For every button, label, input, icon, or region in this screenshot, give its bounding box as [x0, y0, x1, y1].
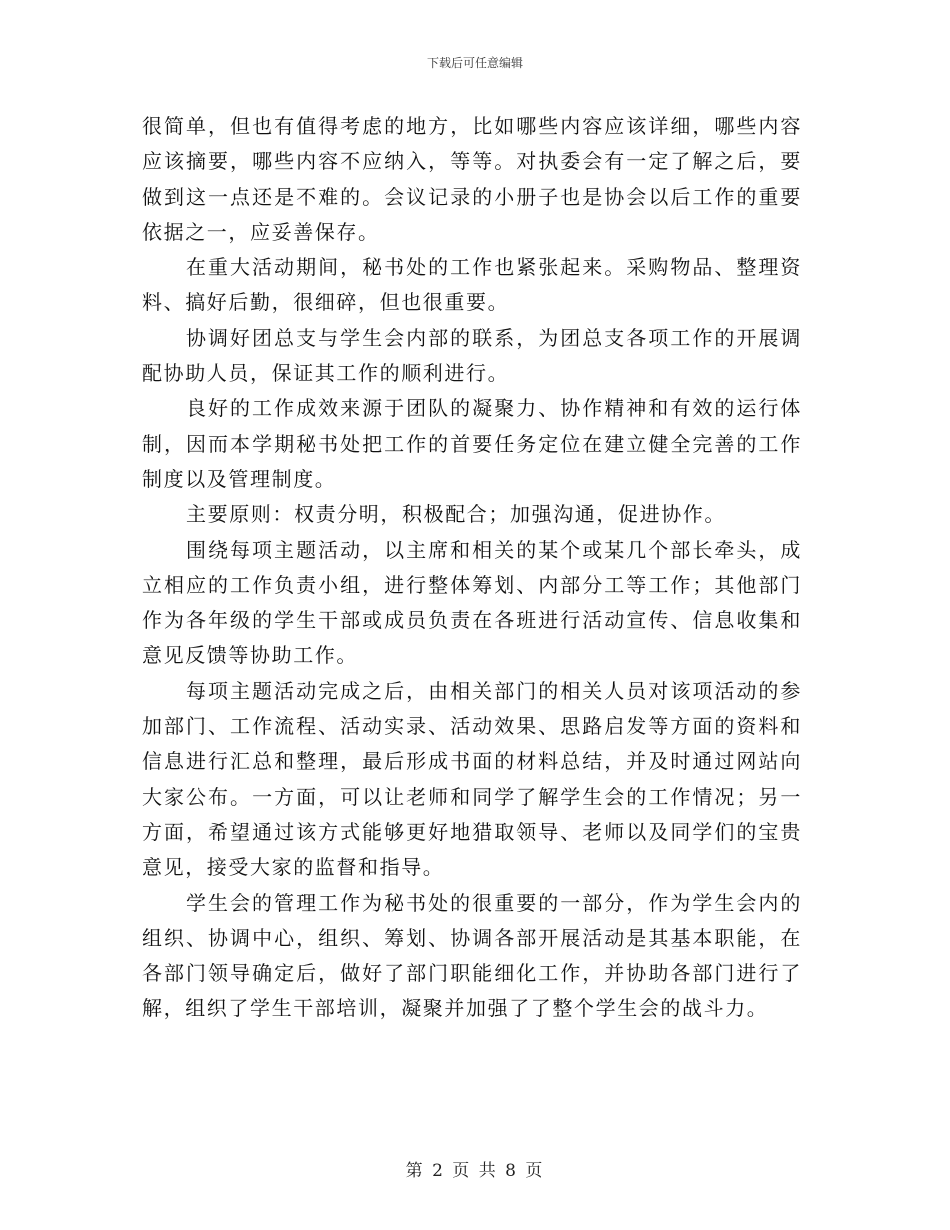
- paragraph: 学生会的管理工作为秘书处的很重要的一部分，作为学生会内的组织、协调中心，组织、筹划、协调各部开展活动是其基本职能，在各部门领导确定后，做好了部门职能细化工作，并协助各部门进行了解，组织了学生干部培训，凝聚并加强了了整个学生会的战斗力。: [142, 890, 802, 1021]
- paragraph: 协调好团总支与学生会内部的联系，为团总支各项工作的开展调配协助人员，保证其工作的顺利进行。: [142, 325, 802, 386]
- page-header: 下载后可任意编辑: [426, 56, 523, 70]
- paragraph: 在重大活动期间，秘书处的工作也紧张起来。采购物品、整理资料、搞好后勤，很细碎，但也很重要。: [142, 255, 802, 315]
- page-number-footer: 第 2 页 共 8 页: [405, 1161, 545, 1181]
- paragraph: 主要原则：权责分明，积极配合；加强沟通，促进协作。: [186, 502, 726, 527]
- paragraph: 每项主题活动完成之后，由相关部门的相关人员对该项活动的参加部门、工作流程、活动实录、活动效果、思路启发等方面的资料和信息进行汇总和整理，最后形成书面的材料总结，并及时通过网站向大家公布。一方面，可以让老师和同学了解学生会的工作情况；另一方面，希望通过该方式能够更好地猎取领导、老师以及同学们的宝贵意见，接受大家的监督和指导。: [142, 678, 802, 880]
- paragraph-continuation: 很简单，但也有值得考虑的地方，比如哪些内容应该详细，哪些内容应该摘要，哪些内容不应纳入，等等。对执委会有一定了解之后，要做到这一点还是不难的。会议记录的小册子也是协会以后工作的重要依据之一，应妥善保存。: [142, 114, 802, 244]
- document-body: [142, 109, 802, 1027]
- paragraph: 围绕每项主题活动，以主席和相关的某个或某几个部长牵头，成立相应的工作负责小组，进行整体筹划、内部分工等工作；其他部门作为各年级的学生干部或成员负责在各班进行活动宣传、信息收集和意见反馈等协助工作。: [142, 537, 802, 668]
- paragraph: 良好的工作成效来源于团队的凝聚力、协作精神和有效的运行体制，因而本学期秘书处把工作的首要任务定位在建立健全完善的工作制度以及管理制度。: [142, 396, 802, 491]
